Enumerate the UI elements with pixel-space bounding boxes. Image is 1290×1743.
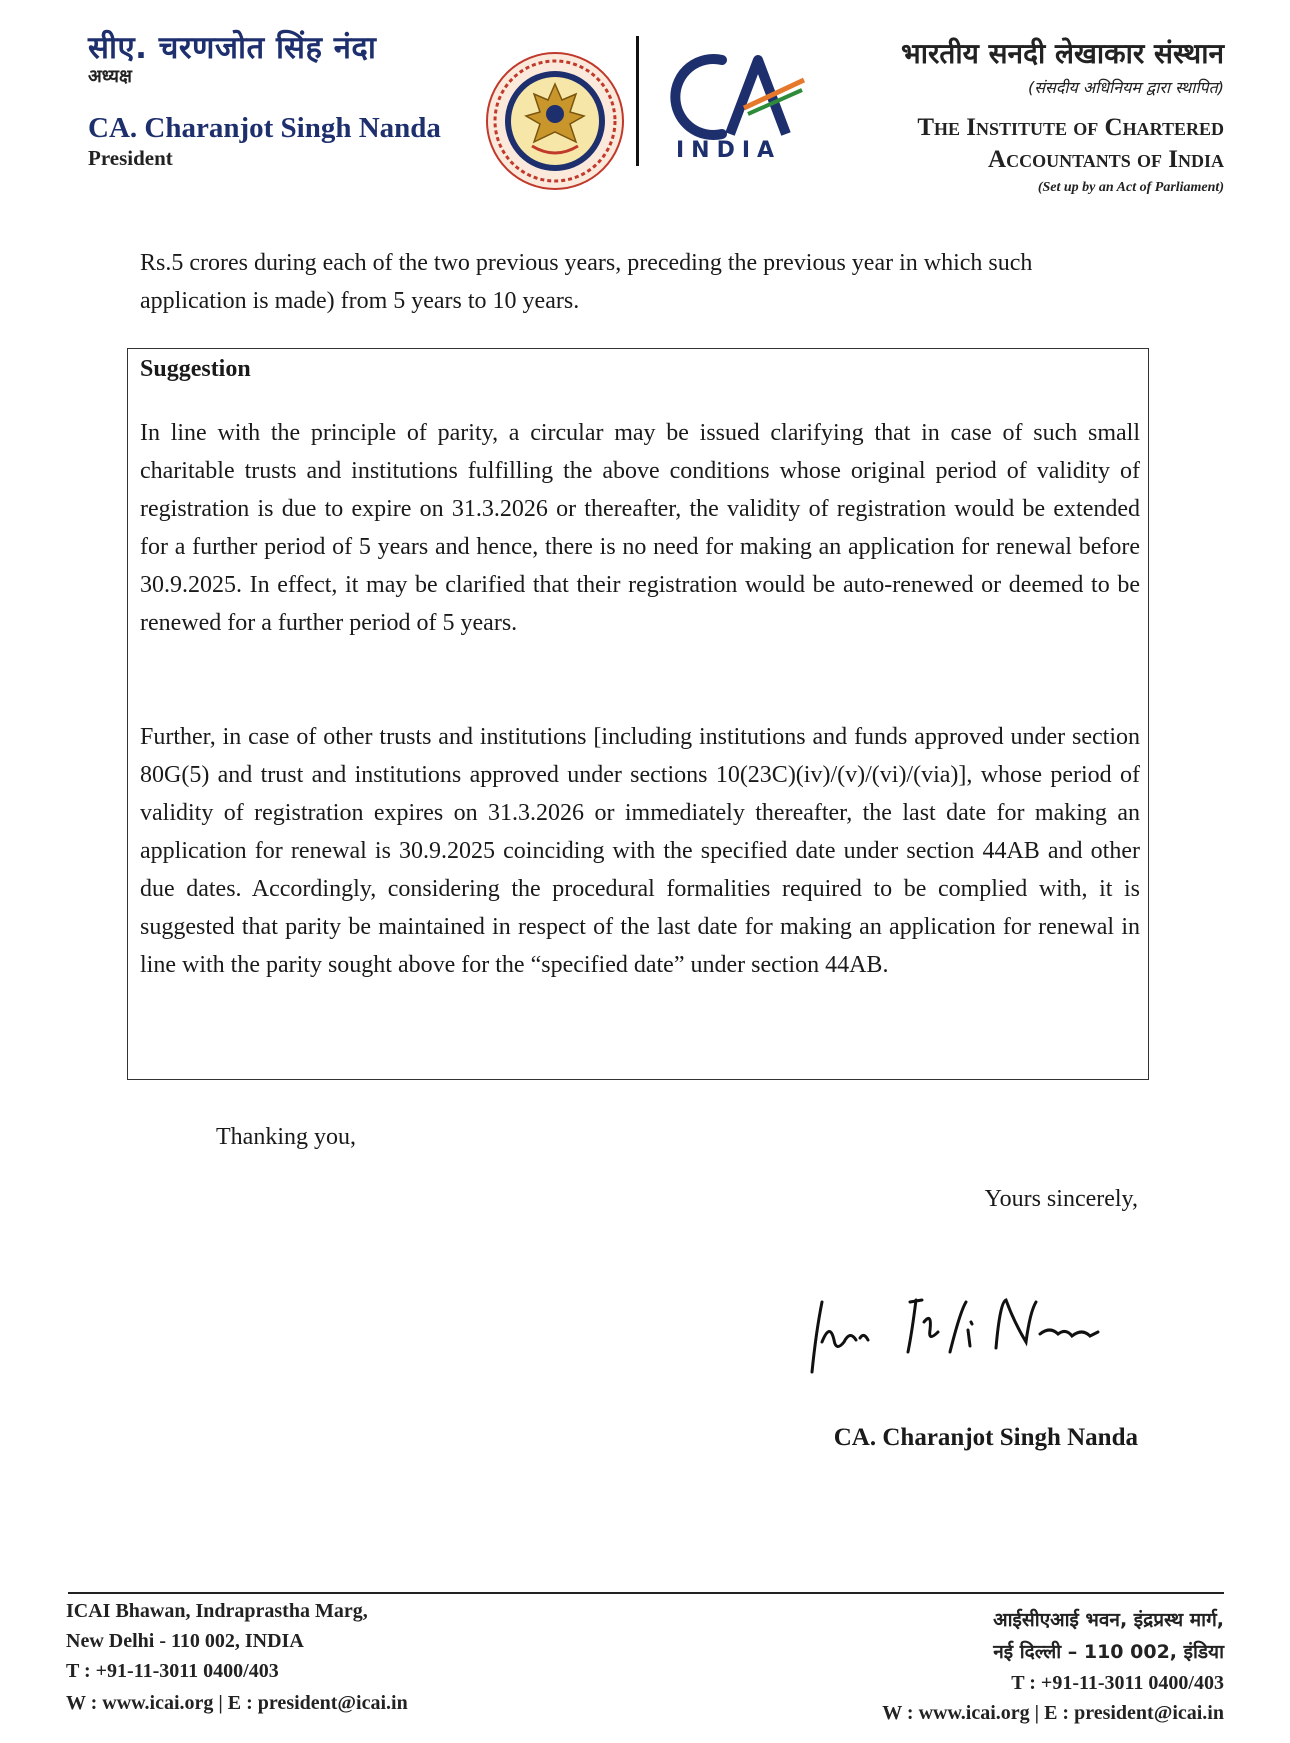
president-role: President — [88, 146, 173, 170]
logo-text: INDIA — [676, 138, 782, 163]
closing-line: Yours sincerely, — [984, 1186, 1138, 1212]
footer-web-email: W : www.icai.org | E : president@icai.in — [66, 1692, 408, 1714]
institute-name-line1: The Institute of Chartered — [917, 114, 1224, 141]
president-name: CA. Charanjot Singh Nanda — [88, 112, 441, 144]
footer-phone: T : +91-11-3011 0400/403 — [66, 1660, 279, 1682]
suggestion-paragraph-2: Further, in case of other trusts and institutions [including institutions and funds approved under section 80G(5) and trust and institutions approved under sections 10(23C)(iv)/(v)/(vi)/(via)], whose period of validity of registration expires on 31.3.2026 or immediately thereafter, the last date for making an application for renewal is 30.9.2025 coinciding with the specified date under section 44AB and other due dates. Accordingly, considering the procedural formalities required to be complied with, it is suggested that parity be maintained in respect of the last date for making an application for renewal in line with the parity sought above for the “specified date” under section 44AB. — [140, 724, 1140, 978]
footer-address-line2: New Delhi - 110 002, INDIA — [66, 1630, 304, 1652]
suggestion-heading: Suggestion — [140, 356, 251, 382]
footer-address-line1: ICAI Bhawan, Indraprastha Marg, — [66, 1600, 368, 1622]
institute-name-line2: Accountants of India — [988, 146, 1224, 173]
president-name-hindi: सीए. चरणजोत सिंह नंदा — [88, 30, 377, 66]
icai-seal-icon — [484, 50, 626, 192]
ca-india-logo — [660, 46, 810, 166]
footer-address-line2-hindi: नई दिल्ली – 110 002, इंडिया — [993, 1641, 1224, 1663]
intro-paragraph: Rs.5 crores during each of the two previous years, preceding the previous year in which such application is made) from 5 years to 10 years. — [140, 250, 1033, 314]
institute-subtitle: (Set up by an Act of Parliament) — [1037, 180, 1224, 195]
institute-subtitle-hindi: (संसदीय अधिनियम द्वारा स्थापित) — [1027, 78, 1224, 97]
thanks-line: Thanking you, — [216, 1124, 356, 1150]
footer-address-line1-hindi: आईसीएआई भवन, इंद्रप्रस्थ मार्ग, — [993, 1609, 1224, 1631]
footer-divider — [68, 1592, 1224, 1594]
signatory-name: CA. Charanjot Singh Nanda — [833, 1424, 1138, 1451]
president-role-hindi: अध्यक्ष — [88, 66, 132, 87]
signature-icon — [800, 1282, 1140, 1382]
suggestion-paragraph-1: In line with the principle of parity, a circular may be issued clarifying that in case of such small charitable trusts and institutions fulfilling the above conditions whose original period of validity of registration is due to expire on 31.3.2026 or thereafter, the validity of registration would be extended for a further period of 5 years and hence, there is no need for making an application for renewal before 30.9.2025. In effect, it may be clarified that their registration would be auto-renewed or deemed to be renewed for a further period of 5 years. — [140, 420, 1140, 636]
footer-web-email-right: W : www.icai.org | E : president@icai.in — [882, 1702, 1224, 1724]
institute-name-hindi: भारतीय सनदी लेखाकार संस्थान — [901, 37, 1224, 70]
header-divider — [636, 36, 639, 166]
footer-phone-right: T : +91-11-3011 0400/403 — [1011, 1672, 1224, 1694]
